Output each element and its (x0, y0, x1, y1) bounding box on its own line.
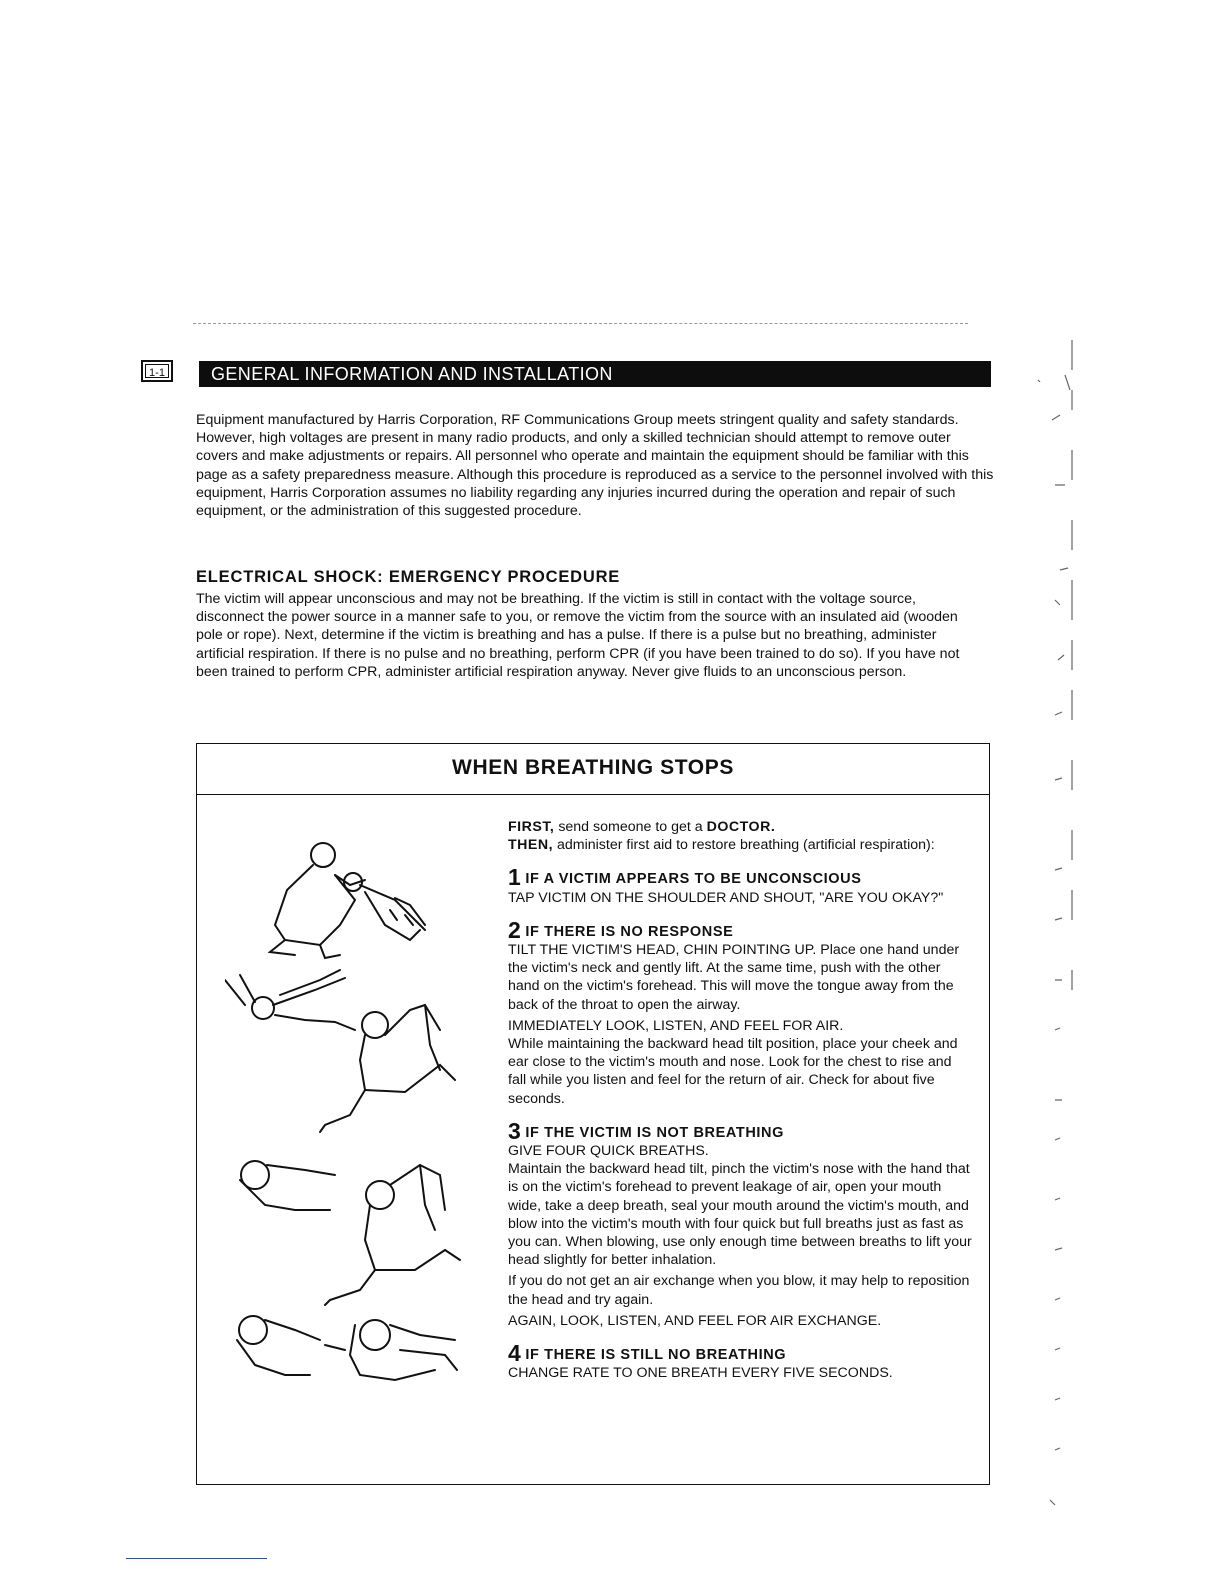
then-keyword: THEN, (508, 837, 554, 854)
breathing-title: WHEN BREATHING STOPS (196, 743, 990, 795)
step-3-heading (508, 1117, 973, 1144)
step-3-text-4: AGAIN, LOOK, LISTEN, AND FEEL FOR AIR EXCHANGE. (508, 1312, 882, 1329)
step-3-text-2: Maintain the backward head tilt, pinch the victim's nose with the hand that is on the victim's forehead to prevent leakage of air, open your mouth wide, take a deep breath, seal your mouth around the victim's mouth, and blow into the victim's mouth with four quick but full breaths just as fast as you can. When blowing, use only enough time between breaths to lift your head slightly for better inhalation. (508, 1161, 972, 1269)
rescue-breath-illustration (237, 1316, 457, 1380)
intro-paragraph: Equipment manufactured by Harris Corporation, RF Communications Group meets stringent quality and safety standards. However, high voltages are present in many radio products, and only a skilled technician should attempt to remove outer covers and make adjustments or repairs. All personnel who operate and maintain the equipment should be familiar with this page as a safety preparedness measure. Although this procedure is reproduced as a service to the personnel involved with this equipment, Harris Corporation assumes no liability regarding any injuries incurred during the operation and repair of such equipment, or the administration of this suggested procedure. (196, 412, 994, 520)
breathing-steps (508, 818, 973, 1382)
section-title: GENERAL INFORMATION AND INSTALLATION (199, 361, 991, 387)
step-2-title: IF THERE IS NO RESPONSE (525, 923, 734, 940)
step-4-number: 4 (508, 1340, 522, 1367)
top-divider (193, 323, 968, 324)
step-3-text-1: GIVE FOUR QUICK BREATHS. (508, 1143, 709, 1160)
step-4-text: CHANGE RATE TO ONE BREATH EVERY FIVE SECONDS. (508, 1365, 893, 1382)
step-1-number: 1 (508, 864, 522, 891)
cpr-illustrations (225, 830, 470, 1410)
step-1-title: IF A VICTIM APPEARS TO BE UNCONSCIOUS (525, 871, 862, 888)
step-3-number: 3 (508, 1117, 522, 1144)
then-line (508, 836, 973, 854)
step-2-text-3: While maintaining the backward head tilt position, place your cheek and ear close to the victim's mouth and nose. Look for the chest to rise and fall while you listen and feel for the return of air. Check for about five seconds. (508, 1036, 958, 1107)
then-text: administer first aid to restore breathing (artificial respiration): (557, 837, 935, 854)
shock-paragraph: The victim will appear unconscious and may not be breathing. If the victim is still in contact with the voltage source, disconnect the power source in a manner safe to you, or remove the victim from the source with an insulated aid (wooden pole or rope). Next, determine if the victim is breathing and has a pulse. If there is a pulse but no breathing, administer artificial respiration. If there is no pulse and no breathing, perform CPR (if you have been trained to do so). If you have not been trained to perform CPR, administer artificial respiration anyway. Never give fluids to an unconscious person. (196, 591, 960, 680)
step-4-heading (508, 1340, 973, 1367)
head-tilt-illustration (225, 970, 455, 1132)
first-keyword: FIRST, (508, 819, 555, 835)
shock-heading: ELECTRICAL SHOCK: EMERGENCY PROCEDURE (196, 568, 621, 586)
margin-scan-marks (1030, 330, 1090, 1550)
step-2-heading (508, 916, 973, 943)
step-4-title: IF THERE IS STILL NO BREATHING (525, 1347, 787, 1364)
step-1-text: TAP VICTIM ON THE SHOULDER AND SHOUT, "ARE YOU OKAY?" (508, 889, 944, 906)
bottom-divider (126, 1558, 267, 1559)
step-1-heading (508, 864, 973, 891)
page-number-box: 1-1 (141, 360, 173, 382)
first-text: send someone to get a (558, 819, 703, 835)
pinch-nose-illustration (240, 1161, 460, 1305)
tap-shoulder-illustration (270, 843, 425, 958)
step-3-title: IF THE VICTIM IS NOT BREATHING (525, 1124, 784, 1141)
doctor-keyword: DOCTOR. (706, 819, 776, 835)
step-3-text-3: If you do not get an air exchange when you blow, it may help to reposition the head and try again. (508, 1273, 970, 1308)
first-line (508, 818, 973, 836)
step-2-number: 2 (508, 916, 522, 943)
step-2-text-1: TILT THE VICTIM'S HEAD, CHIN POINTING UP. Place one hand under the victim's neck and gently lift. At the same time, push with the other hand on the victim's forehead. This will move the tongue away from the back of the throat to open the airway. (508, 942, 960, 1013)
step-2-text-2: IMMEDIATELY LOOK, LISTEN, AND FEEL FOR AIR. (508, 1017, 844, 1034)
